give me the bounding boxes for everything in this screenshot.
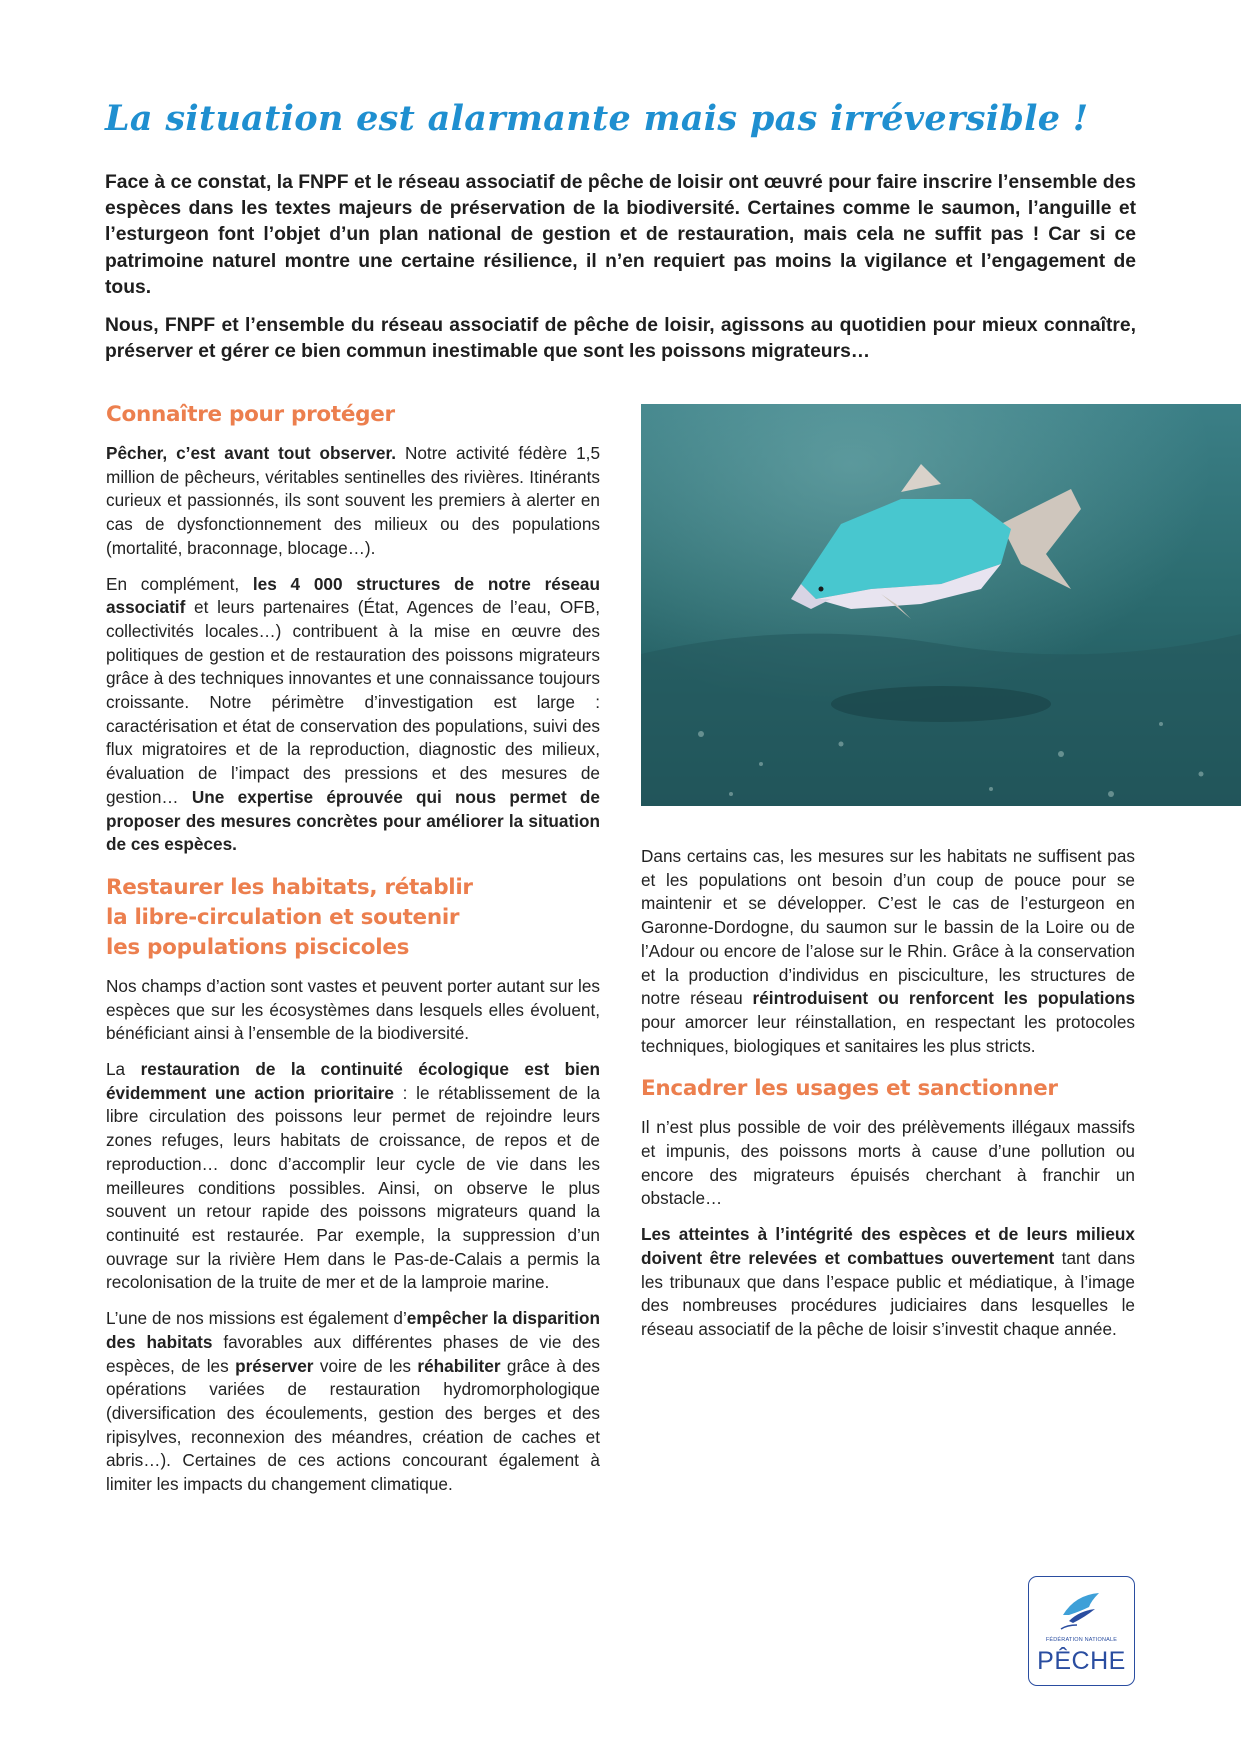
text: Notre activité fédère 1,5 million de pêcheurs, véritables sentinelles des rivières. Itinérants curieux et passionnés, ils sont souvent les premiers à alerter en cas de dysfonctionnement des milieux ou des populations (mortalité, braconnage, blocage…). [106, 443, 600, 558]
fish-photo [641, 404, 1241, 806]
fnpf-logo [1028, 1576, 1135, 1686]
heading-line: Restaurer les habitats, rétablir [106, 874, 473, 900]
paragraph [641, 845, 1135, 1058]
bold-text: réintroduisent ou renforcent les populations [752, 988, 1135, 1009]
bold-text: les 4 000 structures de notre réseau associatif [106, 573, 600, 618]
intro [105, 170, 1136, 365]
paragraph [106, 1307, 600, 1497]
text: grâce à des opérations variées de restauration hydromorphologique (diversification des écoulements, gestion des berges et des ripisylves, reconnexion des méandres, création de caches et abris…). Certaines de ces actions concourant également à limiter les impacts du changement climatique. [106, 1355, 600, 1495]
text: pour amorcer leur réinstallation, en respectant les protocoles techniques, biologiques et sanitaires les plus stricts. [641, 1011, 1135, 1056]
section-heading-restaurer [106, 873, 600, 963]
paragraph: Nos champs d’action sont vastes et peuvent porter autant sur les espèces que sur les écosystèmes dans lesquels elles évoluent, bénéficiant ainsi à l’ensemble de la biodiversité. [106, 975, 600, 1044]
page-title: La situation est alarmante mais pas irréversible ! [105, 98, 1089, 139]
heading-line: les populations piscicoles [106, 934, 410, 960]
section-heading-connaitre: Connaître pour protéger [106, 402, 395, 427]
paragraph [106, 573, 600, 857]
section-heading-encadrer: Encadrer les usages et sanctionner [641, 1076, 1058, 1102]
paragraph [106, 1058, 600, 1295]
bold-text: restauration de la continuité écologique est bien évidemment une action prioritaire [106, 1059, 600, 1103]
logo-federation-text: FÉDÉRATION NATIONALE [1045, 1637, 1118, 1643]
text: Dans certains cas, les mesures sur les habitats ne suffisent pas et les populations ont besoin d’un coup de pouce pour se maintenir et se développer. C’est le cas de l’esturgeon en Garonne-Dordogne, du saumon sur le bassin de la Loire ou de l’Adour ou encore de l’alose sur le Rhin. Grâce à la conservation et la production d’individus en pisciculture, les structures de notre réseau [641, 846, 1135, 1009]
paragraph: Il n’est plus possible de voir des prélèvements illégaux massifs et impunis, des poissons morts à cause d’une pollution ou encore des migrateurs épuisés cherchant à franchir un obstacle… [641, 1117, 1135, 1209]
bold-text: empêcher la disparition des habitats [106, 1308, 600, 1352]
text: et leurs partenaires (État, Agences de l’eau, OFB, collectivités locales…) contribuent à la mise en œuvre des politiques de gestion et de restauration des poissons migrateurs grâce à des techniques innovantes et une connaissance toujours croissante. Notre périmètre d’investigation est large : caractérisation et état de conservation des populations, suivi des flux migratoires et de la reproduction, diagnostic des milieux, évaluation de l’impact des pressions et des mesures de gestion… [106, 597, 600, 807]
fish-logo-icon [1055, 1585, 1111, 1631]
left-column [106, 400, 600, 1497]
paragraph [106, 442, 600, 561]
text: L’une de nos missions est également d’ [106, 1308, 407, 1329]
logo-peche-text: PÊCHE [1037, 1647, 1126, 1675]
origami-fish-underwater-image [641, 404, 1241, 806]
text: favorables aux différentes phases de vie des espèces, de les [106, 1331, 601, 1376]
bold-text: Une expertise éprouvée qui nous permet de proposer des mesures concrètes pour améliorer la situation de ces espèces. [106, 786, 600, 855]
text: voire de les [313, 1355, 418, 1376]
text: En complément, [106, 573, 253, 594]
text: : le rétablissement de la libre circulation des poissons leur permet de rejoindre leurs zones refuges, leurs habitats de croissance, de repos et de reproduction… donc d’accomplir leur cycle de vie dans les meilleures conditions possibles. Ainsi, on observe le plus souvent un retour rapide des poissons migrateurs quand la continuité est restaurée. Par exemple, la suppression d’un ouvrage sur la rivière Hem dans le Pas-de-Calais a permis la recolonisation de la truite de mer et de la lamproie marine. [106, 1082, 600, 1293]
text: La [106, 1059, 141, 1080]
intro-paragraph-1: Face à ce constat, la FNPF et le réseau associatif de pêche de loisir ont œuvré pour faire inscrire l’ensemble des espèces dans les textes majeurs de préservation de la biodiversité. Certaines comme le saumon, l’anguille et l’esturgeon font l’objet d’un plan national de gestion et de restauration, mais cela ne suffit pas ! Car si ce patrimoine naturel montre une certaine résilience, il n’en requiert pas moins la vigilance et l’engagement de tous. [105, 172, 1136, 298]
paragraph [641, 1223, 1135, 1342]
bold-text: Les atteintes à l’intégrité des espèces et de leurs milieux doivent être relevées et combattues ouvertement [641, 1224, 1135, 1268]
heading-line: la libre-circulation et soutenir [106, 904, 460, 930]
bold-text: préserver [235, 1355, 314, 1376]
bold-text: Pêcher, c’est avant tout observer. [106, 443, 396, 463]
bold-text: réhabiliter [417, 1355, 501, 1376]
text: tant dans les tribunaux que dans l’espace public et médiatique, à l’image des nombreuses procédures judiciaires dans lesquelles le réseau associatif de la pêche de loisir s’investit chaque année. [641, 1247, 1135, 1339]
intro-paragraph-2: Nous, FNPF et l’ensemble du réseau associatif de pêche de loisir, agissons au quotidien pour mieux connaître, préserver et gérer ce bien commun inestimable que sont les poissons migrateurs… [105, 315, 1136, 363]
right-column [641, 845, 1135, 1342]
